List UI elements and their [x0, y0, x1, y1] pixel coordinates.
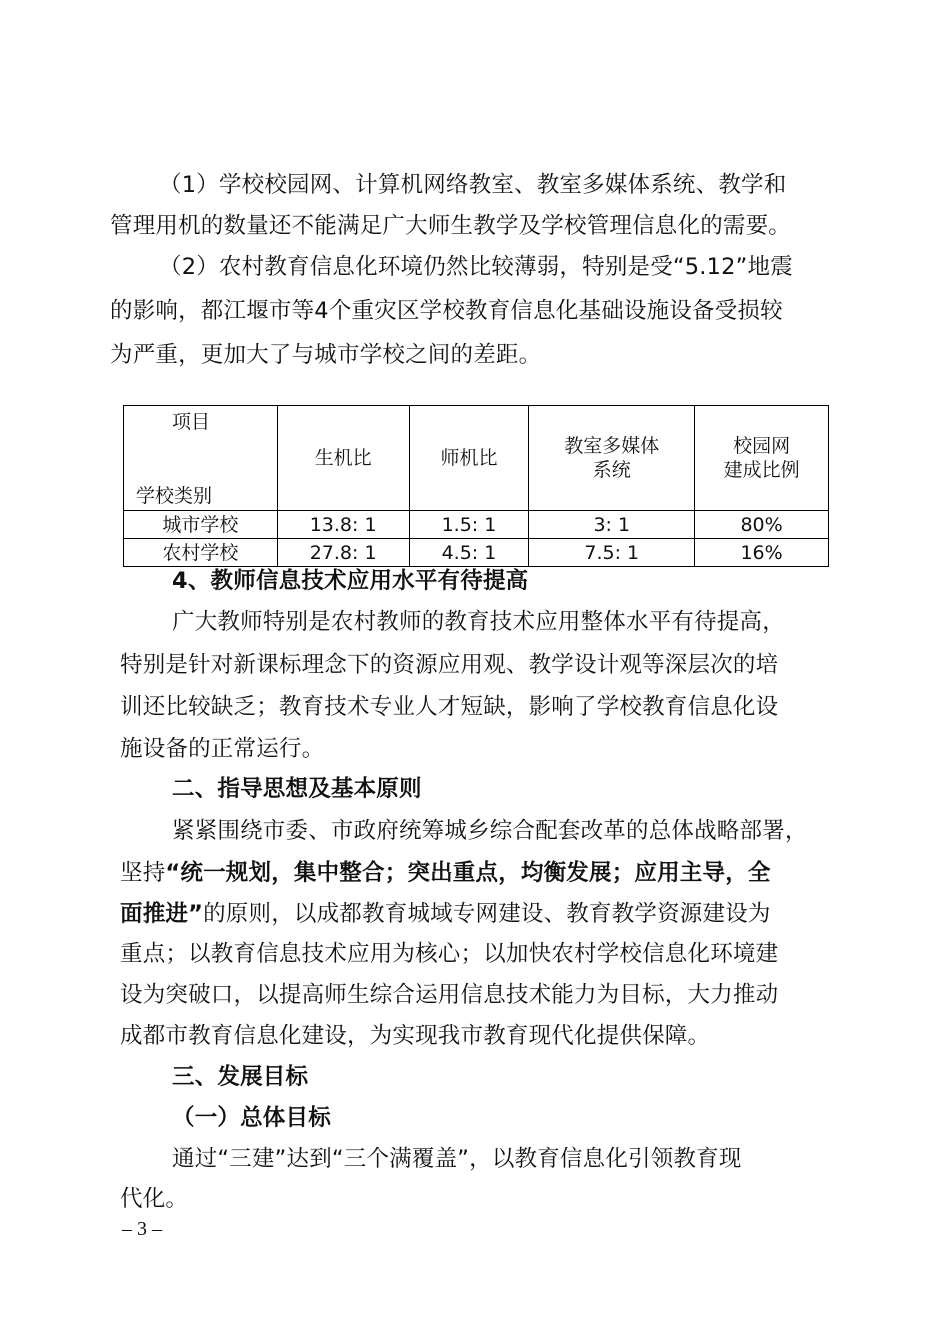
comparison-table	[123, 405, 829, 567]
table-cell: 4.5: 1	[409, 539, 529, 567]
table-cell: 3: 1	[529, 511, 695, 539]
header-col-1: 生机比	[277, 406, 409, 511]
principle-text: “统一规划，集中整合；突出重点，均衡发展；应用主导，全	[165, 860, 771, 886]
table-cell: 27.8: 1	[277, 539, 409, 567]
paragraph-1-line-1: （1）学校校园网、计算机网络教室、教室多媒体系统、教学和	[159, 172, 787, 198]
section-2-line-2-prefix: 坚持	[120, 860, 166, 886]
section-2-line-5: 设为突破口，以提高师生综合运用信息技术能力为目标，大力推动	[120, 982, 779, 1008]
table-cell: 80%	[695, 511, 829, 539]
table-row	[124, 511, 829, 539]
header-col-4-line-1: 校园网	[733, 435, 791, 457]
section-2-line-1: 紧紧围绕市委、市政府统筹城乡综合配套改革的总体战略部署，	[172, 818, 808, 844]
section-4-line-3: 训还比较缺乏；教育技术专业人才短缺，影响了学校教育信息化设	[120, 694, 779, 720]
table-cell: 16%	[695, 539, 829, 567]
header-corner-top: 项目	[172, 411, 211, 433]
section-2-line-2	[120, 856, 840, 890]
paragraph-2-line-3: 为严重，更加大了与城市学校之间的差距。	[110, 342, 542, 368]
table-row	[124, 539, 829, 567]
page-number: – 3 –	[122, 1218, 162, 1240]
section-4-line-1: 广大教师特别是农村教师的教育技术应用整体水平有待提高，	[172, 609, 785, 635]
principle-text-end: 面推进”	[120, 901, 204, 927]
section-2-line-6: 成都市教育信息化建设，为实现我市教育现代化提供保障。	[120, 1023, 711, 1049]
section-2-line-4: 重点；以教育信息技术应用为核心；以加快农村学校信息化环境建	[120, 941, 779, 967]
section-2-heading: 二、指导思想及基本原则	[172, 776, 422, 802]
header-col-4	[695, 406, 829, 511]
paragraph-2-line-2: 的影响，都江堰市等4个重灾区学校教育信息化基础设施设备受损较	[110, 298, 783, 324]
row-type-cell: 农村学校	[124, 539, 278, 567]
section-2-line-3	[120, 897, 840, 931]
table-header-row	[124, 406, 829, 511]
section-4-heading: 4、教师信息技术应用水平有待提高	[172, 568, 529, 594]
section-4-line-2: 特别是针对新课标理念下的资源应用观、教学设计观等深层次的培	[120, 652, 779, 678]
table-cell: 1.5: 1	[409, 511, 529, 539]
section-4-line-4: 施设备的正常运行。	[120, 736, 325, 762]
header-corner-bottom: 学校类别	[136, 485, 213, 507]
section-3-sub-heading: （一）总体目标	[172, 1105, 331, 1131]
header-col-3	[529, 406, 695, 511]
paragraph-1-line-2: 管理用机的数量还不能满足广大师生教学及学校管理信息化的需要。	[110, 213, 792, 239]
section-2-line-3-rest: 的原则，以成都教育城域专网建设、教育教学资源建设为	[203, 901, 771, 927]
table-cell: 13.8: 1	[277, 511, 409, 539]
section-3-line-2: 代化。	[120, 1186, 189, 1212]
section-3-heading: 三、发展目标	[172, 1064, 309, 1090]
header-col-2: 师机比	[409, 406, 529, 511]
row-type-cell: 城市学校	[124, 511, 278, 539]
header-col-3-line-2: 系统	[592, 459, 631, 481]
table-cell: 7.5: 1	[529, 539, 695, 567]
header-corner-cell	[124, 406, 278, 511]
header-col-4-line-2: 建成比例	[723, 459, 800, 481]
section-3-line-1: 通过“三建”达到“三个满覆盖”，以教育信息化引领教育现	[172, 1146, 742, 1172]
header-col-3-line-1: 教室多媒体	[564, 435, 660, 457]
paragraph-2-line-1: （2）农村教育信息化环境仍然比较薄弱，特别是受“5.12”地震	[159, 254, 793, 280]
